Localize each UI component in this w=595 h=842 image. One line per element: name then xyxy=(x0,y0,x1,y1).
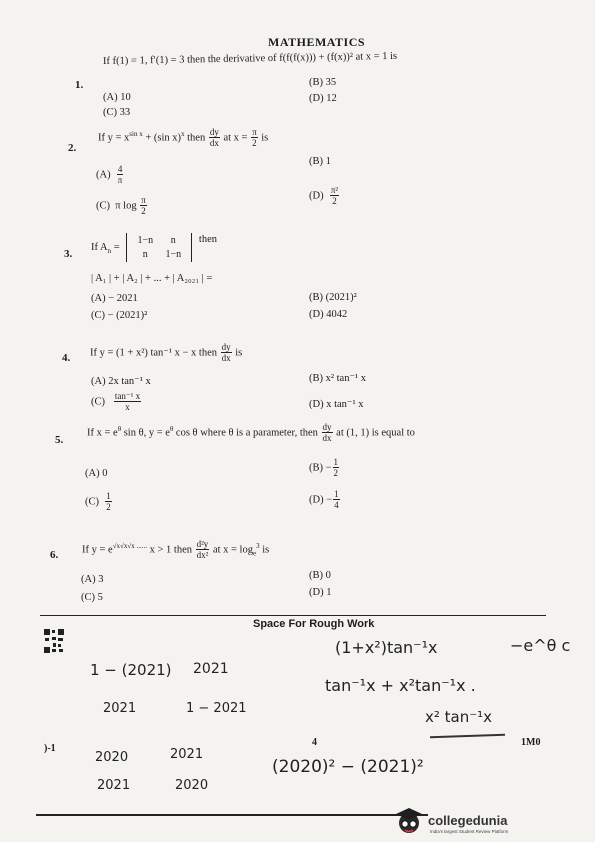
page-number: 4 xyxy=(312,737,317,748)
handwritten-note: tan⁻¹x + x²tan⁻¹x . xyxy=(325,676,476,695)
brand-tagline: India's largest Student Review Platform xyxy=(430,829,509,834)
question-text: If $y = x^{sin x} + (\sin$ x)$^x$ then $\frac{dy}{dx}$ at x = $\frac{\pi}{2}$ is xyxy=(98,127,269,148)
option-c: (C) 33 xyxy=(103,107,131,118)
option-c: (C) $\frac{1}{2}$ xyxy=(85,491,111,512)
option-b: (B) − $\frac{1}{2}$ xyxy=(309,457,339,478)
option-d: (D) 4042 xyxy=(309,309,348,320)
handwritten-note: (1+x²)tan⁻¹x xyxy=(335,638,438,657)
option-a: (A) − 2021 xyxy=(91,293,138,304)
handwritten-note: (2020)² − (2021)² xyxy=(272,757,424,777)
brand-name: collegedunia xyxy=(428,813,508,828)
qr-code-icon xyxy=(43,628,65,654)
question-number: 4. xyxy=(62,352,71,364)
option-a: (A) 2x tan⁻¹ x xyxy=(91,376,151,387)
question-text: If $x = e^\theta$ sin θ, $y = e^\theta$ cos θ where θ is a parameter, then $\frac{dy}{dx}$ at (1, 1) is equal to xyxy=(87,422,415,443)
question-text-line2: | A₁ | + | A₂ | + ... + | A₂₀₂₁ | = xyxy=(91,273,213,284)
rough-work-title: Space For Rough Work xyxy=(253,618,375,630)
option-a: (A) 0 xyxy=(85,468,108,479)
option-d: (D) $\frac{\text{π²}}{2}$ xyxy=(309,185,339,206)
question-text: If f(1) = 1, f′(1) = 3 then the derivative of f(f(f(x))) + (f(x))² at x = 1 is xyxy=(102,50,398,67)
underline xyxy=(430,734,505,738)
option-c: (C) − (2021)² xyxy=(91,310,148,321)
option-a: (A) 3 xyxy=(81,574,104,585)
page-title: MATHEMATICS xyxy=(268,35,366,49)
paper-code: 1M0 xyxy=(521,737,541,748)
question-number: 1. xyxy=(75,79,84,91)
option-d: (D) 12 xyxy=(309,93,337,104)
option-d: (D) − $\frac{1}{4}$ xyxy=(309,489,339,510)
option-b: (B) 1 xyxy=(309,156,331,167)
option-a: (A) $\frac{4}{\pi}$ xyxy=(96,164,123,185)
handwritten-note: 2020 xyxy=(95,750,129,765)
option-b: (B) 0 xyxy=(309,570,331,581)
handwritten-note: 2020 xyxy=(175,778,209,793)
option-c: (C) 5 xyxy=(81,592,103,603)
divider xyxy=(40,615,546,616)
option-d: (D) x tan⁻¹ x xyxy=(309,399,364,410)
margin-code: )-1 xyxy=(44,743,56,754)
question-text: If $y = e^{√x√x√x ......}$ x > 1 then $\frac{\text{d²y}}{\text{dx²}}$ at $x = \log_e^3$ is xyxy=(82,539,270,560)
option-b: (B) 35 xyxy=(309,77,337,88)
handwritten-note: 1 − (2021) xyxy=(90,661,172,679)
handwritten-note: x² tan⁻¹x xyxy=(425,708,493,726)
option-a: (A) 10 xyxy=(103,92,131,103)
handwritten-note: 2021 xyxy=(170,747,204,762)
question-number: 5. xyxy=(55,434,64,446)
option-b: (B) (2021)² xyxy=(309,292,357,303)
handwritten-note: −e^θ c xyxy=(510,636,571,655)
option-d: (D) 1 xyxy=(309,587,332,598)
handwritten-note: 1 − 2021 xyxy=(186,701,247,716)
option-b: (B) x² tan⁻¹ x xyxy=(309,373,367,384)
handwritten-note: 2021 xyxy=(193,661,229,677)
question-number: 2. xyxy=(68,142,77,154)
handwritten-note: 2021 xyxy=(103,701,137,716)
handwritten-note: 2021 xyxy=(97,778,131,793)
matrix: 1−n n n 1−n xyxy=(126,233,192,262)
question-text: If $A_n$ = 1−n n n 1−n then xyxy=(91,233,217,262)
question-number: 6. xyxy=(50,549,59,561)
question-number: 3. xyxy=(64,248,73,260)
question-text: If y = (1 + x²) tan⁻¹ x − x then $\frac{dy}{dx}$ is xyxy=(90,342,243,363)
option-c: (C) $\frac{\text{tan⁻¹ x}}{x}$ xyxy=(91,391,141,412)
option-c: (C) π log $\frac{\pi}{2}$ xyxy=(96,195,146,216)
footer-divider xyxy=(36,814,428,816)
student-logo-icon xyxy=(393,805,425,837)
